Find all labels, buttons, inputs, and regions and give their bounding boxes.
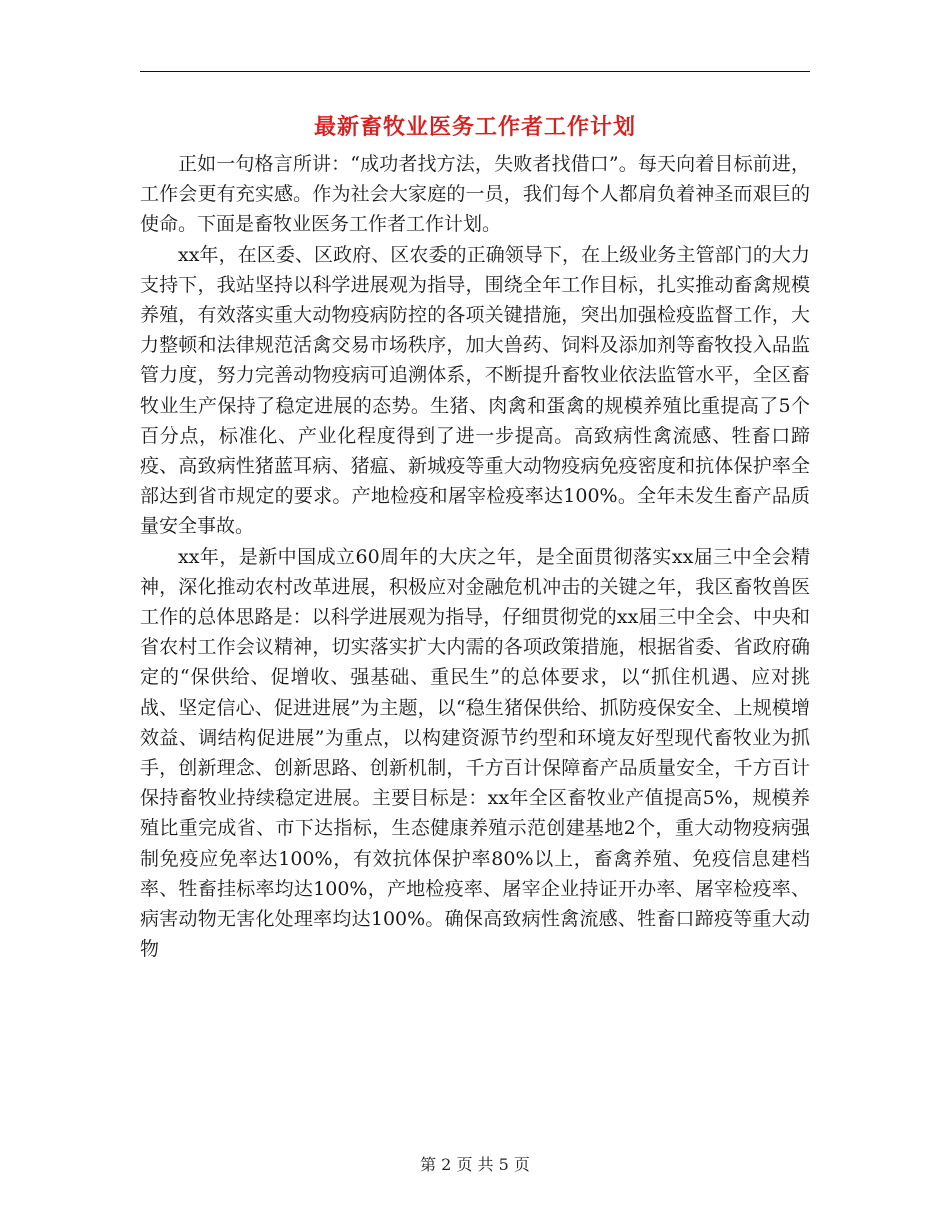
document-title: 最新畜牧业医务工作者工作计划	[313, 115, 636, 140]
document-body	[140, 149, 810, 964]
page-footer: 第 2 页 共 5 页	[420, 1155, 530, 1174]
paragraph-review: xx年，在区委、区政府、区农委的正确领导下，在上级业务主管部门的大力支持下，我站坚持以科学进展观为指导，围绕全年工作目标，扎实推动畜禽规模养殖，有效落实重大动物疫病防控的各项关键措施，突出加强检疫监督工作，大力整顿和法律规范活禽交易市场秩序，加大兽药、饲料及添加剂等畜牧投入品监管力度，努力完善动物疫病可追溯体系，不断提升畜牧业依法监管水平，全区畜牧业生产保持了稳定进展的态势。生猪、肉禽和蛋禽的规模养殖比重提高了5个百分点，标准化、产业化程度得到了进一步提高。高致病性禽流感、牲畜口蹄疫、高致病性猪蓝耳病、猪瘟、新城疫等重大动物疫病免疫密度和抗体保护率全部达到省市规定的要求。产地检疫和屠宰检疫率达100%。全年未发生畜产品质量安全事故。	[140, 243, 810, 538]
paragraph-intro: 正如一句格言所讲：“成功者找方法，失败者找借口”。每天向着目标前进，工作会更有充实感。作为社会大家庭的一员，我们每个人都肩负着神圣而艰巨的使命。下面是畜牧业医务工作者工作计划。	[140, 153, 810, 236]
header-rule	[140, 71, 810, 72]
paragraph-plan: xx年，是新中国成立60周年的大庆之年，是全面贯彻落实xx届三中全会精神，深化推动农村改革进展，积极应对金融危机冲击的关键之年，我区畜牧兽医工作的总体思路是：以科学进展观为指导，仔细贯彻党的xx届三中全会、中央和省农村工作会议精神，切实落实扩大内需的各项政策措施，根据省委、省政府确定的“保供给、促增收、强基础、重民生”的总体要求，以“抓住机遇、应对挑战、坚定信心、促进进展”为主题，以“稳生猪保供给、抓防疫保安全、上规模增效益、调结构促进展”为重点，以构建资源节约型和环境友好型现代畜牧业为抓手，创新理念、创新思路、创新机制，千方百计保障畜产品质量安全，千方百计保持畜牧业持续稳定进展。主要目标是：xx年全区畜牧业产值提高5%，规模养殖比重完成省、市下达指标，生态健康养殖示范创建基地2个，重大动物疫病强制免疫应免率达100%，有效抗体保护率80%以上，畜禽养殖、免疫信息建档率、牲畜挂标率均达100%，产地检疫率、屠宰企业持证开办率、屠宰检疫率、病害动物无害化处理率均达100%。确保高致病性禽流感、牲畜口蹄疫等重大动物	[140, 545, 810, 961]
